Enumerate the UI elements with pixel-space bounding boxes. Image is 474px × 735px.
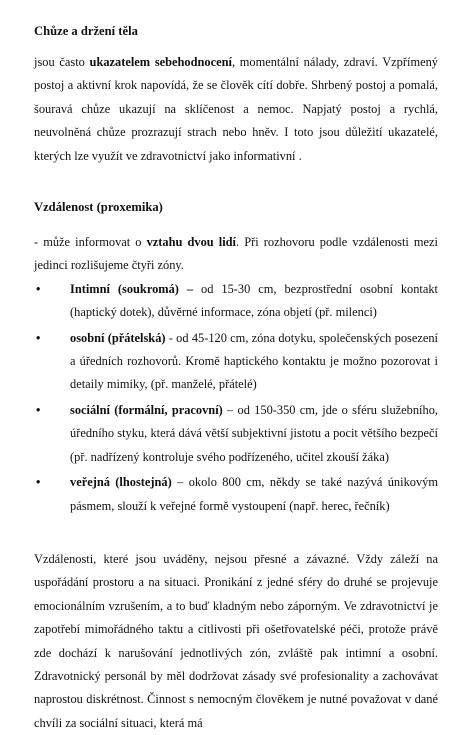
section-heading-gait: Chůze a držení těla [34, 24, 138, 38]
zone-description: od 15-30 cm, bezprostřední osobní kontakt (haptický dotek), důvěrné informace, zóna objetí (př. milenci) [70, 281, 439, 320]
paragraph-gait-emphasis: ukazatelem sebehodnocení [89, 55, 232, 69]
section-heading-proxemics: Vzdálenost (proxemika) [34, 200, 163, 215]
bullet-icon: • [36, 475, 41, 490]
list-item-zone-personal [34, 327, 438, 397]
zone-description: – od 150-350 cm, jde o sféru služebního, úředního styku, která dává větší subjektivní jistotu a pocit většího bezpečí (př. nadřízený kontroluje svého podřízeného, učitel zkouší žáka) [70, 402, 438, 464]
zone-description: – okolo 800 cm, někdy se také nazývá únikovým pásmem, slouží k veřejné formě vystoupení (např. herec, řečník) [70, 475, 438, 513]
list-item-zone-public [34, 471, 438, 518]
bullet-icon: • [36, 281, 41, 296]
bullet-icon: • [36, 402, 41, 417]
proxemics-intro-post: . Při rozhovoru podle vzdálenosti mezi jedinci rozlišujeme čtyři zóny. [34, 235, 438, 273]
zone-name: osobní (přátelská) [70, 330, 166, 345]
paragraph-gait [34, 51, 438, 168]
bullet-icon: • [36, 330, 41, 345]
paragraph-closing: Vzdálenosti, které jsou uváděny, nejsou přesné a závazné. Vždy záleží na uspořádání prostoru a na situaci. Pronikání z jedné sféry do druhé se projevuje emocionálním vzrušením, a to buď kladným nebo záporným. Ve zdravotnictví je zapotřebí mimořádného taktu a citlivosti při ošetřovatelské péči, protože právě zde dochází k narušování jednotlivých zón, zvláště pak intimní a osobní. Zdravotnický personál by měl dodržovat zásady své profesionality a zachovávat naprostou diskrétnost. Činnost s nemocným člověkem je nutné považovat v dané chvíli za sociální situaci, která má [34, 551, 438, 730]
list-item-zone-intimate [34, 278, 438, 325]
zone-name: veřejná (lhostejná) [70, 475, 172, 490]
paragraph-proxemics-intro [34, 231, 438, 278]
proxemics-intro-emphasis: vztahu dvou lidí [146, 235, 236, 250]
zone-name: sociální (formální, pracovní) [70, 402, 223, 417]
zone-name: Intimní (soukromá) – [70, 281, 194, 296]
list-item-zone-social [34, 399, 438, 469]
zone-description: - od 45-120 cm, zóna dotyku, společenských posezení a úředních rozhovorů. Kromě haptického kontaktu je možno pozorovat i detaily mimiky, (př. manželé, přátelé) [70, 330, 438, 392]
paragraph-gait-intro: jsou často [34, 55, 90, 69]
paragraph-gait-rest: , momentální nálady, zdraví. Vzpřímený postoj a aktivní krok napovídá, že se člověk cítí dobře. Shrbený postoj a pomalá, šouravá chůze ukazují na sklíčenost a nemoc. Napjatý postoj a rychlá, neuvolněná chůze prozrazují strach nebo hněv. I toto jsou důležití ukazatelé, kterých lze využít ve zdravotnictví jako informativní . [34, 55, 438, 163]
document-page [34, 20, 438, 735]
zone-list [34, 278, 438, 518]
proxemics-intro-pre: - může informovat o [34, 235, 147, 250]
